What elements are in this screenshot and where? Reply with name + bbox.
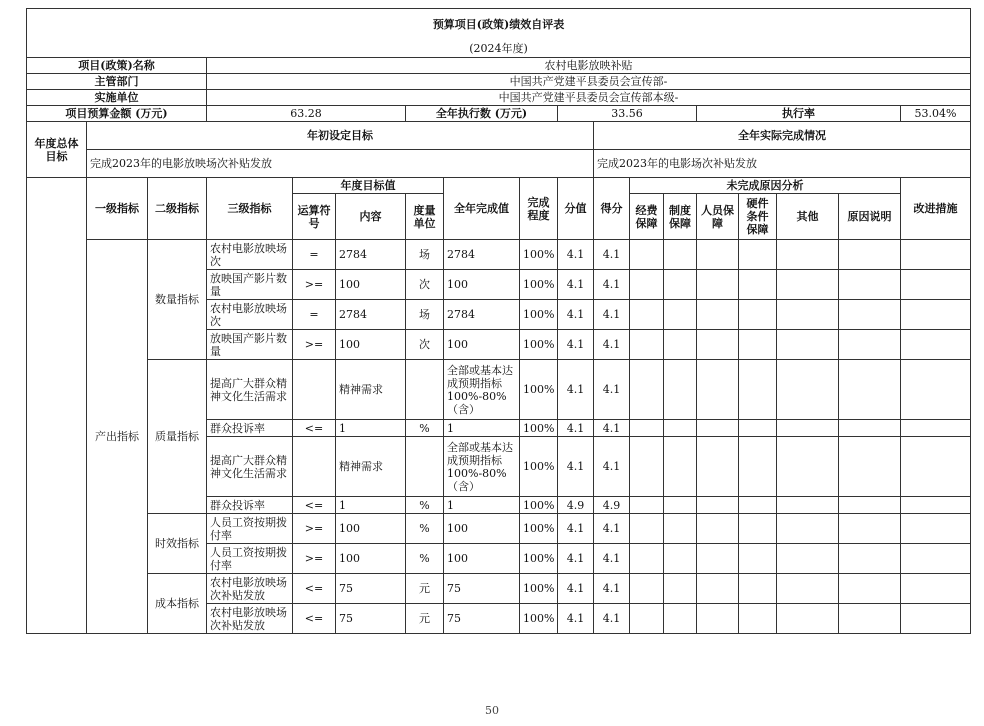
header-other: 其他 [777, 194, 839, 240]
row-operator: <= [293, 604, 336, 634]
row-completed: 2784 [444, 300, 520, 330]
header-unit: 度量单位 [406, 194, 444, 240]
row-value: 4.1 [558, 270, 594, 300]
row-value: 4.1 [558, 437, 594, 497]
row-operator: >= [293, 270, 336, 300]
row-operator: = [293, 240, 336, 270]
row-indicator: 人员工资按期拨付率 [207, 544, 293, 574]
row-unit: % [406, 420, 444, 437]
row-degree: 100% [520, 604, 558, 634]
header-annual-target: 年度目标值 [293, 178, 444, 194]
row-completed: 100 [444, 270, 520, 300]
row-indicator: 群众投诉率 [207, 420, 293, 437]
row-score: 4.9 [594, 497, 630, 514]
header-hardware: 硬件条件保障 [739, 194, 777, 240]
header-completion-degree: 完成程度 [520, 178, 558, 240]
row-degree: 100% [520, 330, 558, 360]
row-score: 4.1 [594, 604, 630, 634]
row-degree: 100% [520, 240, 558, 270]
budget-value: 63.28 [207, 106, 406, 122]
row-content: 2784 [336, 300, 406, 330]
header-reason: 原因说明 [839, 194, 901, 240]
row-completed: 75 [444, 604, 520, 634]
row-score: 4.1 [594, 300, 630, 330]
row-indicator: 农村电影放映场次补贴发放 [207, 604, 293, 634]
header-score-value: 分值 [558, 178, 594, 240]
project-name-label: 项目(政策)名称 [27, 58, 207, 74]
implementing-unit-value: 中国共产党建平县委员会宣传部本级- [207, 90, 971, 106]
row-unit: % [406, 544, 444, 574]
row-content: 75 [336, 604, 406, 634]
row-indicator: 放映国产影片数量 [207, 330, 293, 360]
row-content: 100 [336, 270, 406, 300]
row-content: 精神需求 [336, 360, 406, 420]
row-value: 4.1 [558, 420, 594, 437]
row-degree: 100% [520, 300, 558, 330]
row-degree: 100% [520, 420, 558, 437]
table-row [27, 514, 971, 544]
row-degree: 100% [520, 270, 558, 300]
row-score: 4.1 [594, 240, 630, 270]
table-row [27, 240, 971, 270]
row-score: 4.1 [594, 544, 630, 574]
row-completed: 1 [444, 497, 520, 514]
row-value: 4.9 [558, 497, 594, 514]
annual-goal-label: 年度总体目标 [27, 122, 87, 178]
row-degree: 100% [520, 360, 558, 420]
row-value: 4.1 [558, 604, 594, 634]
row-content: 1 [336, 497, 406, 514]
row-value: 4.1 [558, 330, 594, 360]
row-value: 4.1 [558, 574, 594, 604]
row-content: 75 [336, 574, 406, 604]
row-indicator: 放映国产影片数量 [207, 270, 293, 300]
row-score: 4.1 [594, 360, 630, 420]
header-improvement: 改进措施 [901, 178, 971, 240]
form-title: 预算项目(政策)绩效自评表 [27, 9, 971, 40]
header-funding: 经费保障 [630, 194, 664, 240]
row-completed: 100 [444, 544, 520, 574]
row-unit: 场 [406, 300, 444, 330]
execution-value: 33.56 [558, 106, 697, 122]
row-unit: 次 [406, 270, 444, 300]
header-level2: 二级指标 [148, 178, 207, 240]
department-value: 中国共产党建平县委员会宣传部- [207, 74, 971, 90]
actual-completion-header: 全年实际完成情况 [594, 122, 971, 150]
planned-goal-header: 年初设定目标 [87, 122, 594, 150]
performance-evaluation-sheet [26, 8, 958, 634]
header-score: 得分 [594, 178, 630, 240]
row-indicator: 人员工资按期拨付率 [207, 514, 293, 544]
blank-section-cell [27, 178, 87, 634]
row-indicator: 农村电影放映场次补贴发放 [207, 574, 293, 604]
header-operator: 运算符号 [293, 194, 336, 240]
row-operator: = [293, 300, 336, 330]
execution-rate-label: 执行率 [697, 106, 901, 122]
row-value: 4.1 [558, 544, 594, 574]
row-operator: <= [293, 574, 336, 604]
row-indicator: 提高广大群众精神文化生活需求 [207, 437, 293, 497]
row-score: 4.1 [594, 514, 630, 544]
row-value: 4.1 [558, 300, 594, 330]
row-content: 100 [336, 514, 406, 544]
row-unit [406, 360, 444, 420]
row-indicator: 群众投诉率 [207, 497, 293, 514]
group-cost: 成本指标 [148, 574, 207, 634]
group-timeliness: 时效指标 [148, 514, 207, 574]
row-operator [293, 437, 336, 497]
header-system: 制度保障 [664, 194, 697, 240]
execution-label: 全年执行数 (万元) [406, 106, 558, 122]
row-score: 4.1 [594, 574, 630, 604]
row-degree: 100% [520, 574, 558, 604]
row-degree: 100% [520, 437, 558, 497]
row-unit [406, 437, 444, 497]
row-degree: 100% [520, 514, 558, 544]
row-content: 100 [336, 330, 406, 360]
row-degree: 100% [520, 544, 558, 574]
header-unfinished-analysis: 未完成原因分析 [630, 178, 901, 194]
row-unit: 场 [406, 240, 444, 270]
row-score: 4.1 [594, 270, 630, 300]
group-quality: 质量指标 [148, 360, 207, 514]
header-personnel: 人员保障 [697, 194, 739, 240]
row-unit: 元 [406, 574, 444, 604]
implementing-unit-label: 实施单位 [27, 90, 207, 106]
row-indicator: 提高广大群众精神文化生活需求 [207, 360, 293, 420]
row-operator: >= [293, 514, 336, 544]
row-unit: 次 [406, 330, 444, 360]
row-score: 4.1 [594, 437, 630, 497]
row-operator: <= [293, 420, 336, 437]
project-name-value: 农村电影放映补贴 [207, 58, 971, 74]
row-score: 4.1 [594, 330, 630, 360]
row-value: 4.1 [558, 514, 594, 544]
table-row [27, 360, 971, 420]
evaluation-table [26, 8, 971, 634]
row-unit: % [406, 514, 444, 544]
row-score: 4.1 [594, 420, 630, 437]
row-completed: 100 [444, 330, 520, 360]
page-number: 50 [485, 704, 499, 717]
group-quantity: 数量指标 [148, 240, 207, 360]
row-content: 2784 [336, 240, 406, 270]
row-indicator: 农村电影放映场次 [207, 240, 293, 270]
row-operator: <= [293, 497, 336, 514]
department-label: 主管部门 [27, 74, 207, 90]
row-content: 1 [336, 420, 406, 437]
row-value: 4.1 [558, 240, 594, 270]
row-value: 4.1 [558, 360, 594, 420]
row-operator: >= [293, 330, 336, 360]
actual-completion-text: 完成2023年的电影场次补贴发放 [594, 150, 971, 178]
budget-label: 项目预算金额 (万元) [27, 106, 207, 122]
row-completed: 75 [444, 574, 520, 604]
row-completed: 全部或基本达成预期指标100%-80%（含） [444, 360, 520, 420]
header-content: 内容 [336, 194, 406, 240]
row-unit: % [406, 497, 444, 514]
row-unit: 元 [406, 604, 444, 634]
row-operator [293, 360, 336, 420]
level1-output: 产出指标 [87, 240, 148, 634]
header-completed-value: 全年完成值 [444, 178, 520, 240]
form-year: (2024年度) [27, 39, 971, 58]
row-indicator: 农村电影放映场次 [207, 300, 293, 330]
header-level1: 一级指标 [87, 178, 148, 240]
row-content: 100 [336, 544, 406, 574]
row-content: 精神需求 [336, 437, 406, 497]
row-operator: >= [293, 544, 336, 574]
row-completed: 2784 [444, 240, 520, 270]
table-row [27, 574, 971, 604]
header-level3: 三级指标 [207, 178, 293, 240]
row-completed: 1 [444, 420, 520, 437]
planned-goal-text: 完成2023年的电影放映场次补贴发放 [87, 150, 594, 178]
execution-rate-value: 53.04% [901, 106, 971, 122]
row-completed: 100 [444, 514, 520, 544]
row-completed: 全部或基本达成预期指标100%-80%（含） [444, 437, 520, 497]
row-degree: 100% [520, 497, 558, 514]
